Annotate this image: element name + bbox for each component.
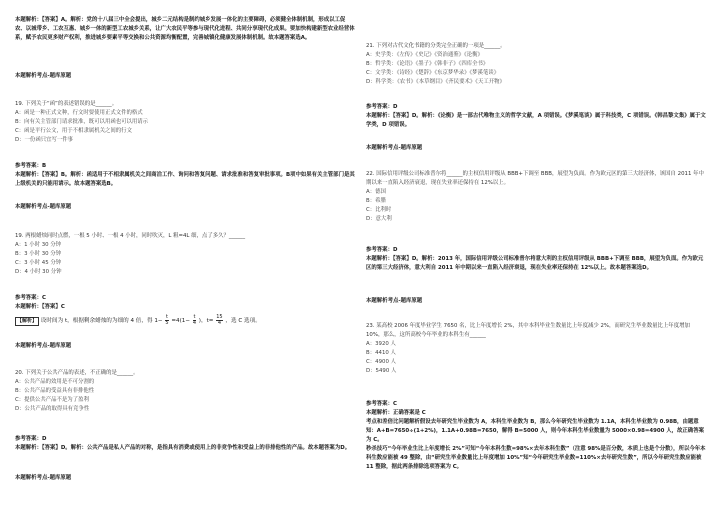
option-b: B：4410 人 bbox=[366, 350, 396, 356]
source-19b bbox=[15, 342, 355, 351]
option-c: C：提供公共产品不是为了盈利 bbox=[15, 397, 89, 403]
fraction-denominator: 4 bbox=[192, 320, 197, 326]
analysis-text: 本题解析：【答案】B。解析：函适用于不相隶属机关之间商洽工作、询问和答复问题、请求批准和答复审批事项。B项中如果有关主管部门是其上级机关的只能用请示。故本题答案选B。 bbox=[15, 172, 355, 187]
question-19b bbox=[15, 232, 355, 277]
question-22 bbox=[366, 170, 706, 224]
question-23 bbox=[366, 322, 706, 376]
option-c: C：4900 人 bbox=[366, 359, 396, 365]
source-line: 本题解析考点-题库原题 bbox=[15, 475, 72, 481]
answer-23 bbox=[366, 400, 706, 472]
source-19 bbox=[15, 203, 355, 212]
option-a: A：函是一种正式文种，行文时要使用正式文件的格式 bbox=[15, 110, 143, 116]
question-stem: 23. 某高校 2006 年度毕业学生 7650 名，比上年度增长 2%，其中本科毕业生数量比上年度减少 2%，而研究生毕业数量比上年度增加 10%，那么，这所高校今年毕业的本科生有______ bbox=[366, 323, 692, 338]
formula-text-3: )，t= bbox=[198, 318, 214, 324]
formula-text-1: 设时间为 t，根据剩余蜡烛的为细的 4 倍，得 1− bbox=[40, 318, 163, 324]
prev-source bbox=[15, 72, 355, 81]
fraction-numerator: t bbox=[166, 314, 168, 320]
option-b: B：哲学类：《论语》《墨子》《韩非子》《四库全书》 bbox=[366, 61, 489, 67]
fraction-denominator: 4 bbox=[217, 320, 222, 326]
analysis-tag: 【解析】 bbox=[17, 318, 38, 324]
option-a: A：史学类：《左传》《史记》《资治通鉴》《论衡》 bbox=[366, 52, 483, 58]
option-d: D：意大利 bbox=[366, 216, 392, 222]
option-a: A：德国 bbox=[366, 189, 386, 195]
answer-22 bbox=[366, 246, 706, 273]
reference-answer: 参考答案：D bbox=[15, 436, 47, 442]
option-c: C：文学类：《诗经》《楚辞》《东京梦华录》《梦溪笔谈》 bbox=[366, 70, 500, 76]
option-c: C：比利时 bbox=[366, 207, 392, 213]
option-b: B：3 小时 30 分钟 bbox=[15, 251, 62, 257]
analysis-text: 本题解析：【答案】D。解析：公共产品是私人产品的对称，是指具有消费或使用上的非竞争性和受益上的非排他性的产品。故本题答案为D。 bbox=[15, 445, 351, 451]
source-line: 本题解析考点-题库原题 bbox=[15, 343, 72, 349]
source-20 bbox=[15, 474, 355, 483]
reference-answer: 参考答案：B bbox=[15, 163, 47, 169]
source-line: 本题解析考点-题库原题 bbox=[15, 204, 72, 210]
reference-answer: 参考答案：D bbox=[366, 104, 398, 110]
option-d: D：5490 人 bbox=[366, 368, 397, 374]
fraction-t-over-4 bbox=[193, 315, 196, 326]
fraction-t-over-5 bbox=[165, 315, 168, 326]
source-line: 本题解析考点-题库原题 bbox=[366, 298, 423, 304]
analysis-text: 本题解析：【答案】C bbox=[15, 304, 65, 310]
fraction-15-over-4 bbox=[216, 315, 222, 326]
answer-19 bbox=[15, 162, 355, 189]
answer-19b bbox=[15, 294, 355, 312]
source-line: 本题解析考点-题库原题 bbox=[15, 73, 72, 79]
answer-21 bbox=[366, 103, 706, 130]
answer-20 bbox=[15, 435, 355, 453]
fraction-numerator: 15 bbox=[216, 314, 223, 320]
question-19 bbox=[15, 100, 355, 145]
option-c: C：3 小时 45 分钟 bbox=[15, 260, 62, 266]
question-20 bbox=[15, 369, 355, 414]
option-a: A：1 小时 30 分钟 bbox=[15, 242, 62, 248]
option-d: D：一份函只宜写一件事 bbox=[15, 137, 74, 143]
option-b: B：希腊 bbox=[366, 198, 386, 204]
option-c: C：函是平行公文，用于不相隶属机关之间的行文 bbox=[15, 128, 132, 134]
question-stem: 19. 下列关于“函”的表述错误的是______。 bbox=[15, 101, 118, 107]
option-a: A：3920 人 bbox=[366, 341, 396, 347]
prev-analysis bbox=[15, 16, 355, 43]
question-stem: 21. 下列对古代文化书籍的分类完全正确的一项是______。 bbox=[366, 43, 506, 49]
formula-text-2: =4(1− bbox=[171, 318, 191, 324]
option-a: A：公共产品的效用是不可分割的 bbox=[15, 379, 95, 385]
option-d: D：公共产品的取得具有竞争性 bbox=[15, 406, 90, 412]
formula-line bbox=[15, 314, 355, 328]
analysis-text: 本题解析：正确答案是 C 考点和差倍比问题解析假设去年研究生毕业数为 A，本科生毕业数为 B，那么今年研究生毕业数为 1.1A，本科生毕业数为 0.98B，由题意知：A+B=7650÷(1+2%)，1.1A+0.98B=7650，解得 B=5000 人，则今年本科生毕业数量为 5000×0.98=4900 人，故正确答案为 C。 秒杀技巧“今年毕业生比上年度增长 2%”可知“今年本科生数=98%×去年本科生数”（注意 98%是百分数，本质上也是个分数），所以今年本科生数应能被 49 整除，由“研究生毕业数量比上年度增加 10%”知“今年研究生毕业数=110%×去年研究生数”，所以今年研究生数应能被 11 整除，据此两条排除选项答案为 C。 bbox=[366, 410, 706, 470]
reference-answer: 参考答案：C bbox=[15, 295, 46, 301]
fraction-denominator: 5 bbox=[165, 320, 169, 326]
source-line: 本题解析考点-题库原题 bbox=[366, 145, 423, 151]
question-21 bbox=[366, 42, 706, 87]
analysis-text: 本题解析：【答案】D。解析：《论衡》是一部古代唯物主义的哲学文献，A 项错误。《梦溪笔谈》属于科技类，C 项错误。《韩昌黎文集》属于文学类，D 项错误。 bbox=[366, 113, 706, 128]
formula-19b bbox=[15, 314, 355, 328]
source-21 bbox=[366, 144, 706, 153]
reference-answer: 参考答案：D bbox=[366, 247, 398, 253]
question-stem: 20. 下列关于公共产品的表述，不正确的是______。 bbox=[15, 370, 139, 376]
option-b: B：公共产品的受益具有非排他性 bbox=[15, 388, 95, 394]
formula-text-4: ，选 C 选项。 bbox=[225, 318, 261, 324]
fraction-numerator: t bbox=[193, 314, 196, 320]
question-stem: 19. 两根蜡烛同时点燃，一根 5 小时、一根 4 小时，同时吹灭，L 粗=4L 细，点了多久？______ bbox=[15, 233, 246, 239]
question-stem: 22. 国际信用评级公司标准普尔将______的主权信用评级从 BBB+下调至 BBB，展望为负面。作为欧元区的第三大经济体，该国自 2011 年中期以来一直陷入经济衰退，现在失业率还保持在 12%以上。 bbox=[366, 171, 704, 186]
option-d: D：4 小时 30 分钟 bbox=[15, 269, 62, 275]
reference-answer: 参考答案：C bbox=[366, 401, 397, 407]
option-d: D：科学类：《农书》《本草纲目》《齐民要术》《天工开物》 bbox=[366, 79, 505, 85]
analysis-text: 本题解析：【答案】D。解析：2013 年，国际信用评级公司标准普尔将意大利的主权信用评级从 BBB+下调至 BBB，展望为负面。作为欧元区的第三大经济体，意大利自 2011 年中期以来一直陷入经济衰退，现在失业率还保持在 12%以上。故本题答案选D。 bbox=[366, 256, 704, 271]
prev-analysis-text: 本题解析：【答案】A。解析：党的十八届三中全会提出，城乡二元结构是制约城乡发展一体化的主要障碍，必须健全体制机制，形成以工促农、以城带乡、工农互惠、城乡一体的新型工农城乡关系，让广大农民平等参与现代化进程、共同分享现代化成果。要加快构建新型农业经营体系，赋予农民更多财产权利，推进城乡要素平等交换和公共资源均衡配置，完善城镇化健康发展体制机制。故本题答案选A。 bbox=[15, 17, 355, 41]
source-22 bbox=[366, 297, 706, 306]
option-b: B：向有关主管部门请求批准，既可以用函也可以用请示 bbox=[15, 119, 149, 125]
